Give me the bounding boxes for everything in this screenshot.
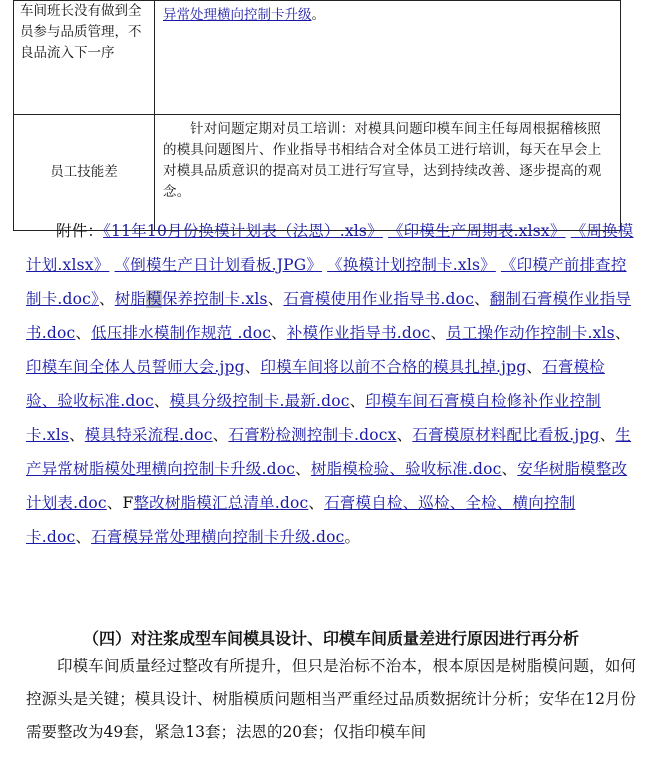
highlighted-char: 模 — [146, 290, 162, 308]
attachment-link[interactable]: 石膏模检验、验收标准.doc — [26, 358, 605, 410]
attachment-link[interactable]: 《周换模计划.xlsx》 — [26, 222, 634, 274]
attachment-link[interactable]: 生产异常树脂模处理横向控制卡升级.doc — [26, 426, 632, 478]
measure-suffix: 。 — [311, 7, 325, 23]
attachment-link[interactable]: 《11年10月份换模计划表（法恩）.xls》 — [103, 222, 383, 240]
section-paragraph: 印模车间质量经过整改有所提升，但只是治标不治本，根本原因是树脂模问题，如何控源头是关键；模具设计、树脂模质问题相当严重经过品质数据统计分析；安华在12月份需要整改为49套，紧急13套；法恩的20套；仅指印模车间 — [26, 657, 636, 741]
attachments-end: 。 — [344, 528, 361, 546]
attachment-link[interactable]: 整改树脂模汇总清单.doc — [133, 494, 309, 512]
attachment-link[interactable]: 翻制石膏模作业指导书.doc — [26, 290, 632, 342]
attachments-label: 附件： — [56, 222, 104, 240]
attachment-link[interactable]: 石膏粉检测控制卡.docx — [228, 426, 397, 444]
measure-link[interactable]: 异常处理横向控制卡升级 — [163, 7, 312, 23]
attachment-link[interactable]: 印模车间将以前不合格的模具扎掉.jpg — [260, 358, 527, 376]
attachment-link[interactable]: 员工操作动作控制卡.xls — [446, 324, 615, 342]
attachment-link[interactable]: 模具特采流程.doc — [84, 426, 213, 444]
attachment-link[interactable]: 石膏模自检、巡检、全检、横向控制卡.doc — [26, 494, 576, 546]
issue-cell — [14, 1, 155, 115]
section-heading: （四）对注浆成型车间模具设计、印模车间质量差进行原因进行再分析 — [82, 629, 579, 648]
measure-text: 针对问题定期对员工培训：对模具问题印模车间主任每周根据稽核照的模具问题图片、作业指导书相结合对全体员工进行培训，每天在早会上对模具品质意识的提高对员工进行写宣导，达到持续改善、逐步提高的观念。 — [163, 121, 602, 200]
attachment-link[interactable]: 印模车间石膏模自检修补作业控制卡.xls — [26, 392, 601, 444]
measure-cell — [155, 1, 621, 115]
f-prefix: F — [122, 494, 134, 512]
problem-measure-table — [13, 0, 621, 231]
attachment-link[interactable]: 补模作业指导书.doc — [286, 324, 431, 342]
attachments-paragraph: 附件：《11年10月份换模计划表（法恩）.xls》 《印模生产周期表.xlsx》 《周换模计划.xlsx》 《倒模生产日计划看板.JPG》 《换模计划控制卡.xls》 《印模产前排查控制卡.doc》、树脂模保养控制卡.xls、石膏模使用作业指导书.doc、翻制石膏模作业指导书.doc、低压排水模制作规范 .doc、补模作业指导书.doc、员工操作动作控制卡.xls、印模车间全体人员誓师大会.jpg、印模车间将以前不合格的模具扎掉.jpg、石膏模检验、验收标准.doc、模具分级控制卡.最新.doc、印模车间石膏模自检修补作业控制卡.xls、模具特采流程.doc、石膏粉检测控制卡.docx、石膏模原材料配比看板.jpg、生产异常树脂模处理横向控制卡升级.doc、树脂模检验、验收标准.doc、安华树脂模整改计划表.doc、F整改树脂模汇总清单.doc、石膏模自检、巡检、全检、横向控制卡.doc、石膏模异常处理横向控制卡升级.doc。 — [26, 222, 634, 546]
attachment-link[interactable]: 石膏模原材料配比看板.jpg — [412, 426, 600, 444]
issue-text: 车间班长没有做到全员参与品质管理，不良品流入下一序 — [20, 3, 142, 61]
attachment-link[interactable]: 树脂模保养控制卡.xls — [114, 290, 268, 308]
attachment-link[interactable]: 《印模生产周期表.xlsx》 — [387, 222, 566, 240]
table-row — [14, 1, 621, 115]
attachment-link[interactable]: 低压排水模制作规范 .doc — [91, 324, 272, 342]
attachment-link[interactable]: 《换模计划控制卡.xls》 — [327, 256, 496, 274]
attachment-link[interactable]: 树脂模检验、验收标准.doc — [310, 460, 502, 478]
attachment-link[interactable]: 石膏模使用作业指导书.doc — [283, 290, 475, 308]
attachment-link[interactable]: 印模车间全体人员誓师大会.jpg — [26, 358, 245, 376]
attachment-link[interactable]: 《倒模生产日计划看板.JPG》 — [114, 256, 323, 274]
issue-text: 员工技能差 — [50, 164, 118, 180]
attachment-link[interactable]: 安华树脂模整改计划表.doc — [26, 460, 628, 512]
attachment-link[interactable]: 模具分级控制卡.最新.doc — [169, 392, 350, 410]
attachment-link[interactable]: 《印模产前排查控制卡.doc》 — [26, 256, 627, 308]
attachment-link[interactable]: 石膏模异常处理横向控制卡升级.doc — [91, 528, 345, 546]
